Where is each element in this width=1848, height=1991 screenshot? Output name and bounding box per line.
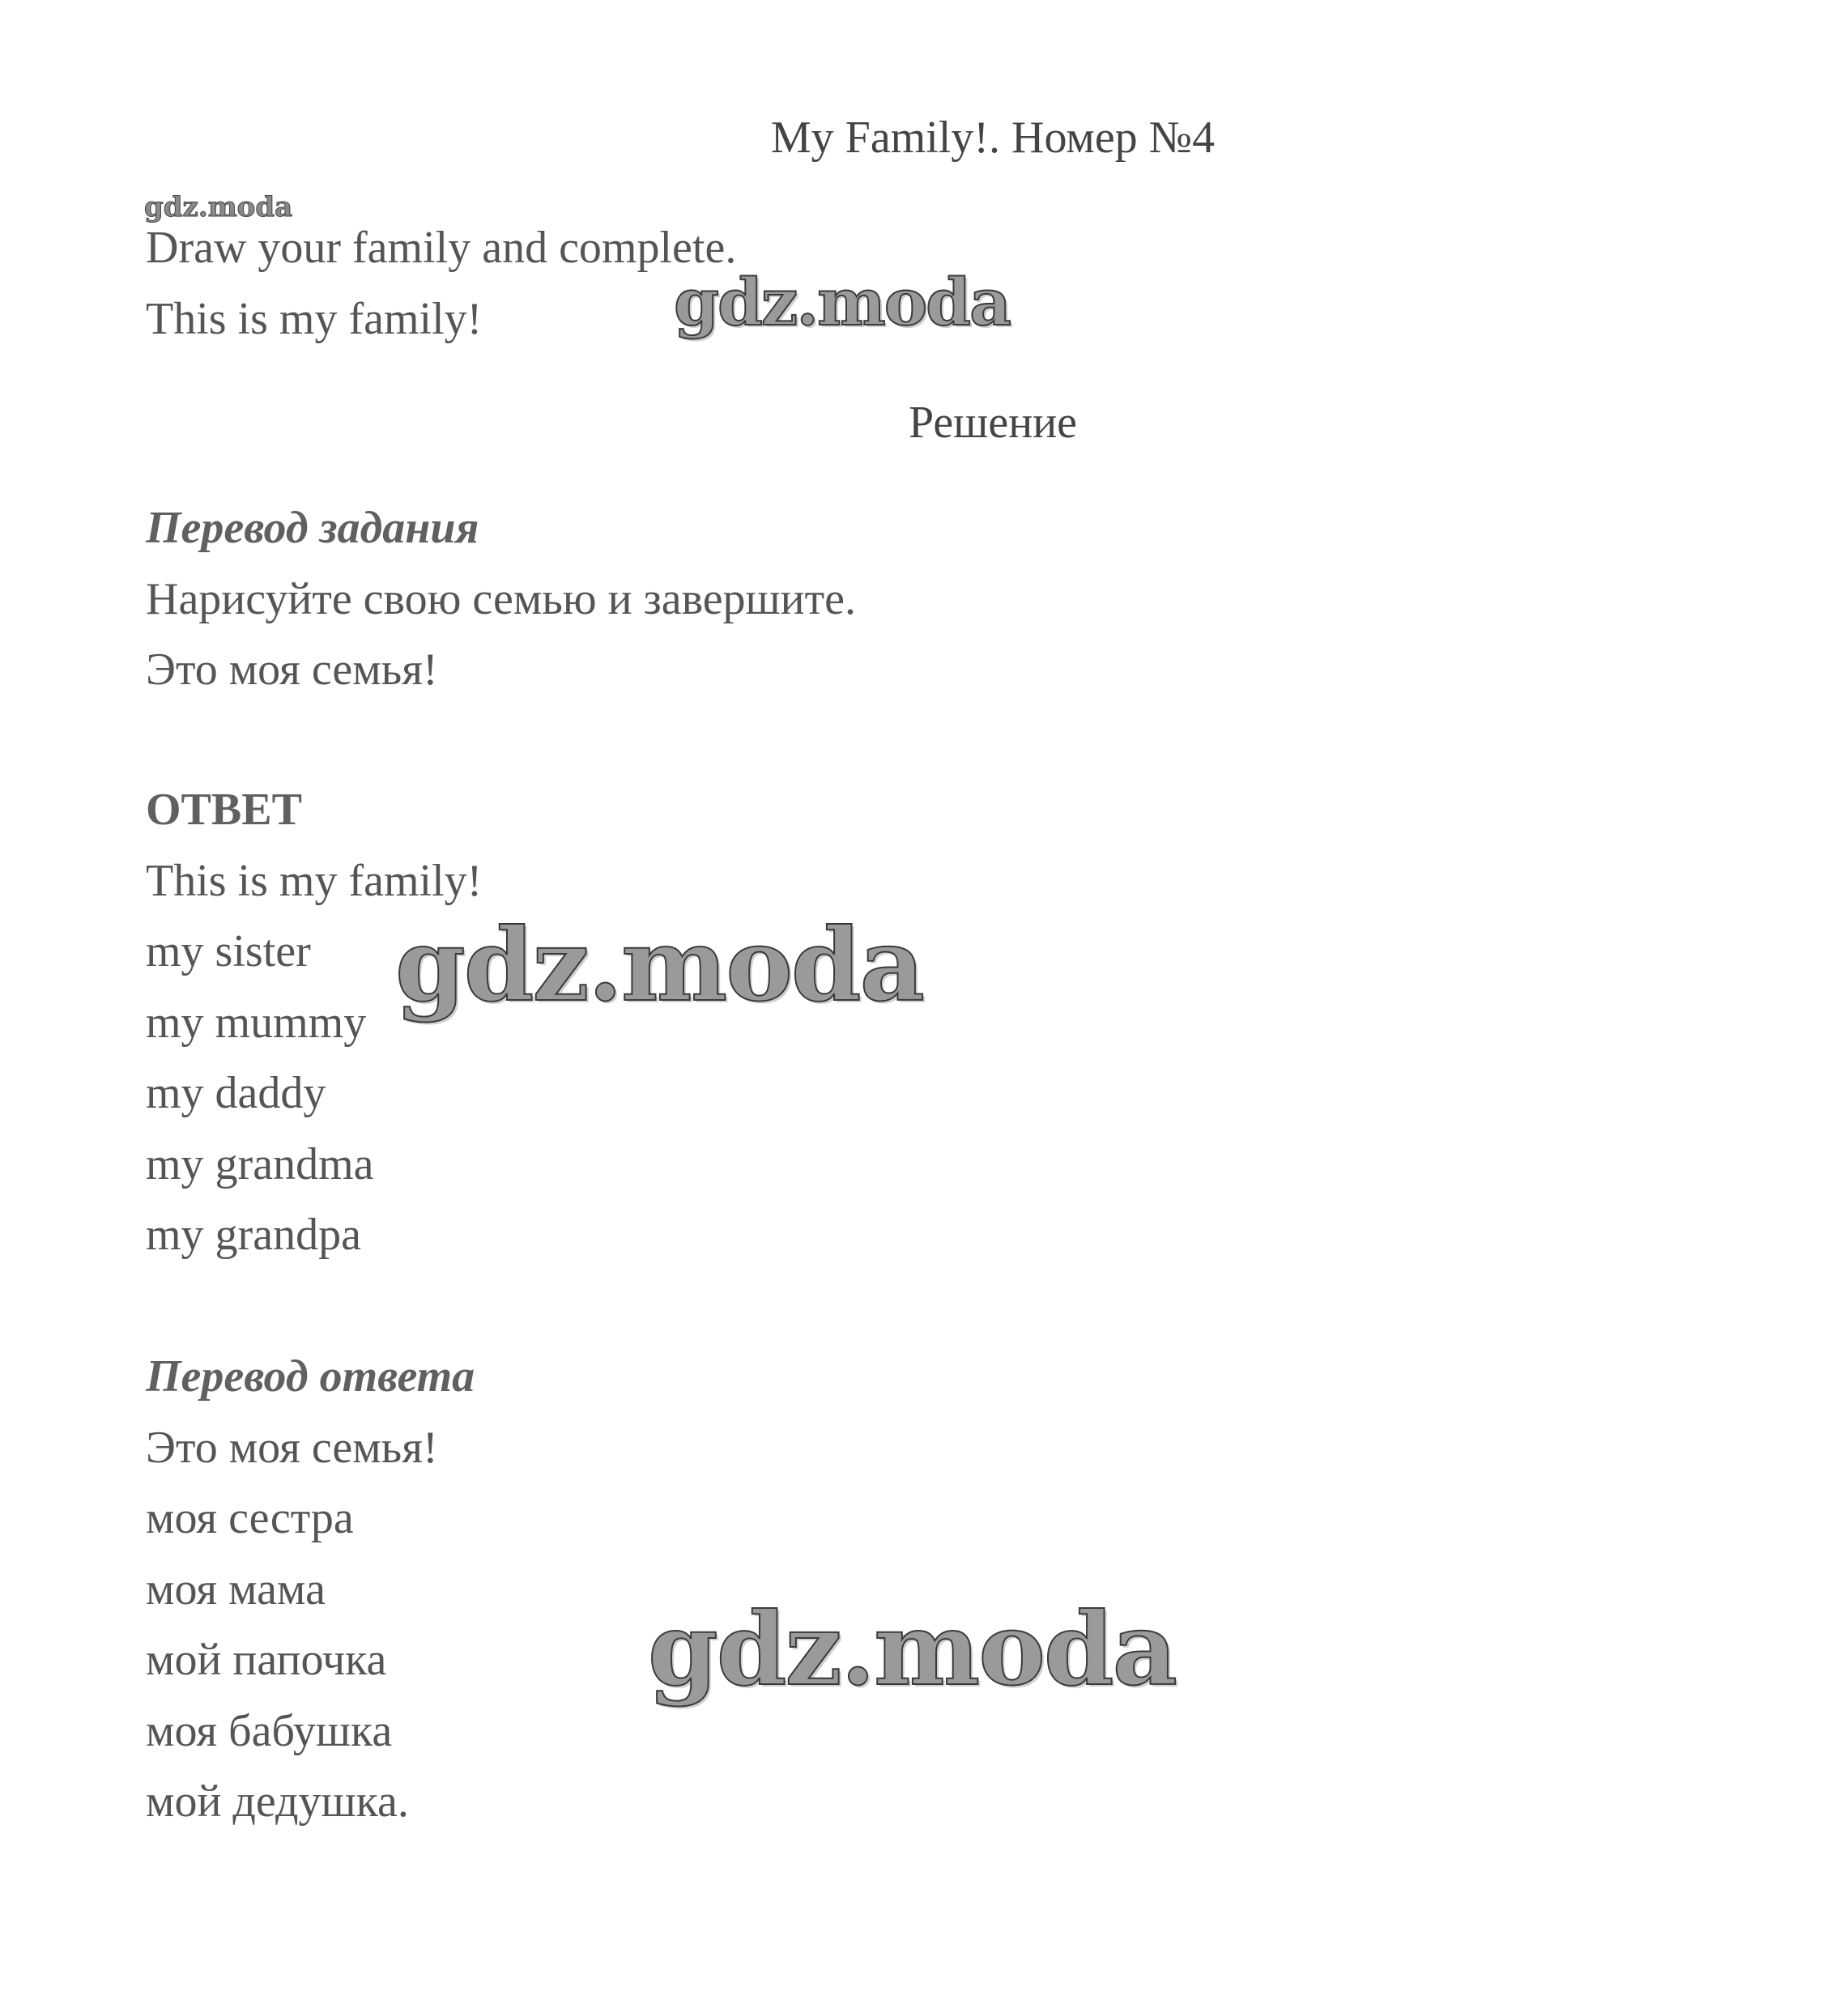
translation-line: Нарисуйте свою семью и завершите. [146, 574, 856, 624]
task-line: Draw your family and complete. [146, 223, 737, 273]
translation-heading: Перевод задания [146, 503, 479, 553]
answer-translation-line: мой папочка [146, 1635, 387, 1685]
page-title: My Family!. Номер №4 [770, 113, 1216, 163]
watermark-small: gdz.moda [144, 191, 293, 223]
watermark: gdz.moda [395, 907, 923, 1024]
answer-translation-line: моя сестра [146, 1493, 354, 1543]
answer-translation-line: Это моя семья! [146, 1423, 438, 1473]
answer-line: This is my family! [146, 856, 483, 906]
answer-translation-line: мой дедушка. [146, 1776, 409, 1827]
answer-line: my grandma [146, 1139, 374, 1189]
answer-line: my daddy [146, 1068, 326, 1118]
translation-line: Это моя семья! [146, 645, 438, 695]
answer-line: my mummy [146, 998, 367, 1048]
solution-heading: Решение [908, 398, 1078, 448]
answer-line: my sister [146, 926, 311, 976]
watermark: gdz.moda [674, 264, 1010, 340]
answer-translation-line: моя мама [146, 1564, 326, 1614]
answer-translation-heading: Перевод ответа [146, 1351, 475, 1402]
answer-translation-line: моя бабушка [146, 1706, 393, 1756]
answer-heading: ОТВЕТ [146, 785, 302, 835]
watermark: gdz.moda [648, 1591, 1176, 1708]
task-line: This is my family! [146, 294, 483, 344]
answer-line: my grandpa [146, 1210, 361, 1260]
